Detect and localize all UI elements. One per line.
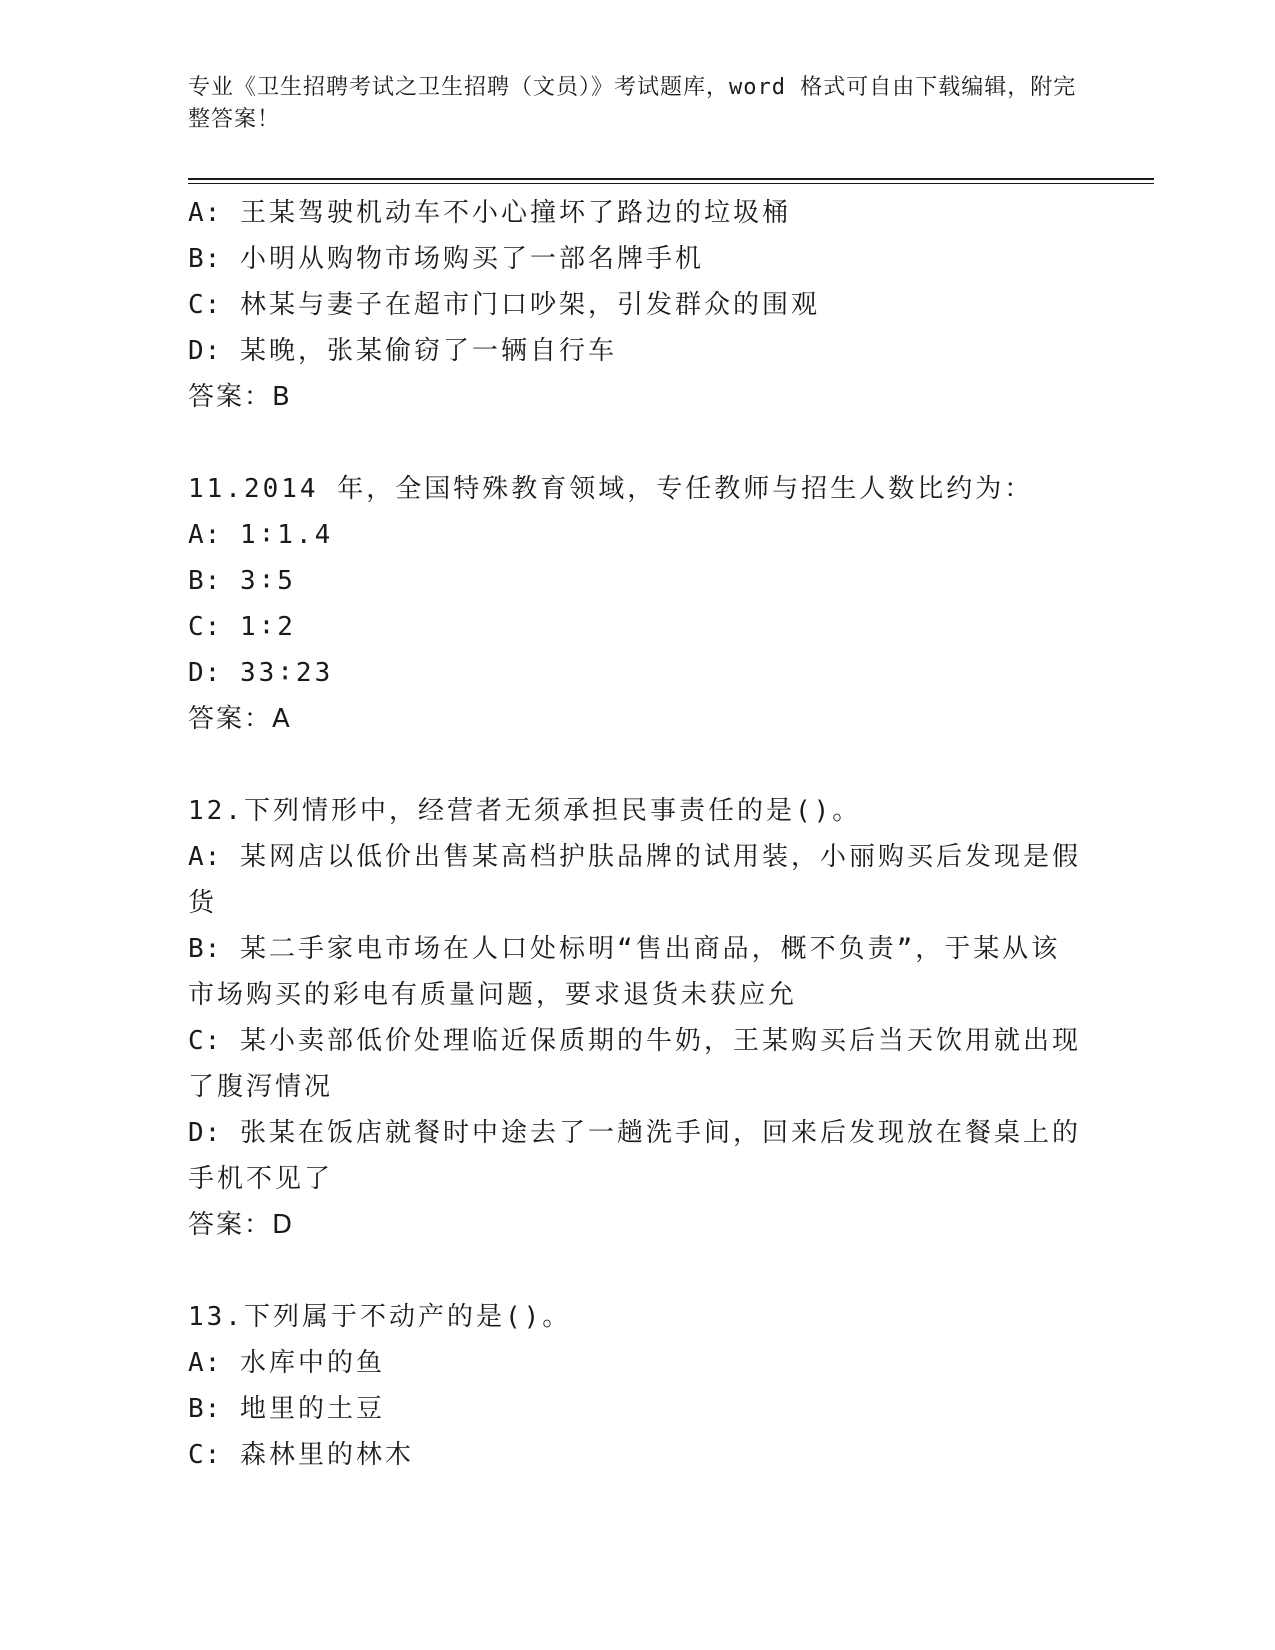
option-d: D: 33∶23 [188,658,334,688]
header-divider-thin [188,183,1154,184]
answer: 答案：B [188,382,292,412]
question-13 [188,1294,1088,1478]
option-a: A: 水库中的鱼 [188,1348,385,1378]
question-list [188,190,1088,1478]
answer: 答案：D [188,1210,295,1240]
option-c: C: 某小卖部低价处理临近保质期的牛奶，王某购买后当天饮用就出现了腹泻情况 [188,1026,1081,1102]
question-11 [188,466,1088,742]
option-c: C: 森林里的林木 [188,1440,414,1470]
option-b: B: 小明从购物市场购买了一部名牌手机 [188,244,704,274]
question-stem: 12.下列情形中，经营者无须承担民事责任的是()。 [188,796,862,826]
option-a: A: 某网店以低价出售某高档护肤品牌的试用装，小丽购买后发现是假货 [188,842,1081,918]
option-b: B: 地里的土豆 [188,1394,385,1424]
answer: 答案：A [188,704,292,734]
option-a: A: 1∶1.4 [188,520,334,550]
header-divider-thick [188,178,1154,180]
option-c: C: 1∶2 [188,612,296,642]
question-stem: 13.下列属于不动产的是()。 [188,1302,572,1332]
question-10 [188,190,1088,420]
spacer [188,1248,1088,1294]
question-12 [188,788,1088,1248]
option-b: B: 3∶5 [188,566,296,596]
option-a: A: 王某驾驶机动车不小心撞坏了路边的垃圾桶 [188,198,791,228]
spacer [188,742,1088,788]
option-d: D: 某晚，张某偷窃了一辆自行车 [188,336,617,366]
option-d: D: 张某在饭店就餐时中途去了一趟洗手间，回来后发现放在餐桌上的手机不见了 [188,1118,1081,1194]
option-b: B: 某二手家电市场在人口处标明“售出商品，概不负责”，于某从该市场购买的彩电有质量问题，要求退货未获应允 [188,934,1061,1010]
spacer [188,420,1088,466]
option-c: C: 林某与妻子在超市门口吵架，引发群众的围观 [188,290,820,320]
document-header: 专业《卫生招聘考试之卫生招聘（文员）》考试题库，word 格式可自由下载编辑，附完整答案！ [188,75,1077,132]
question-stem: 11.2014 年，全国特殊教育领域，专任教师与招生人数比约为： [188,474,1034,504]
